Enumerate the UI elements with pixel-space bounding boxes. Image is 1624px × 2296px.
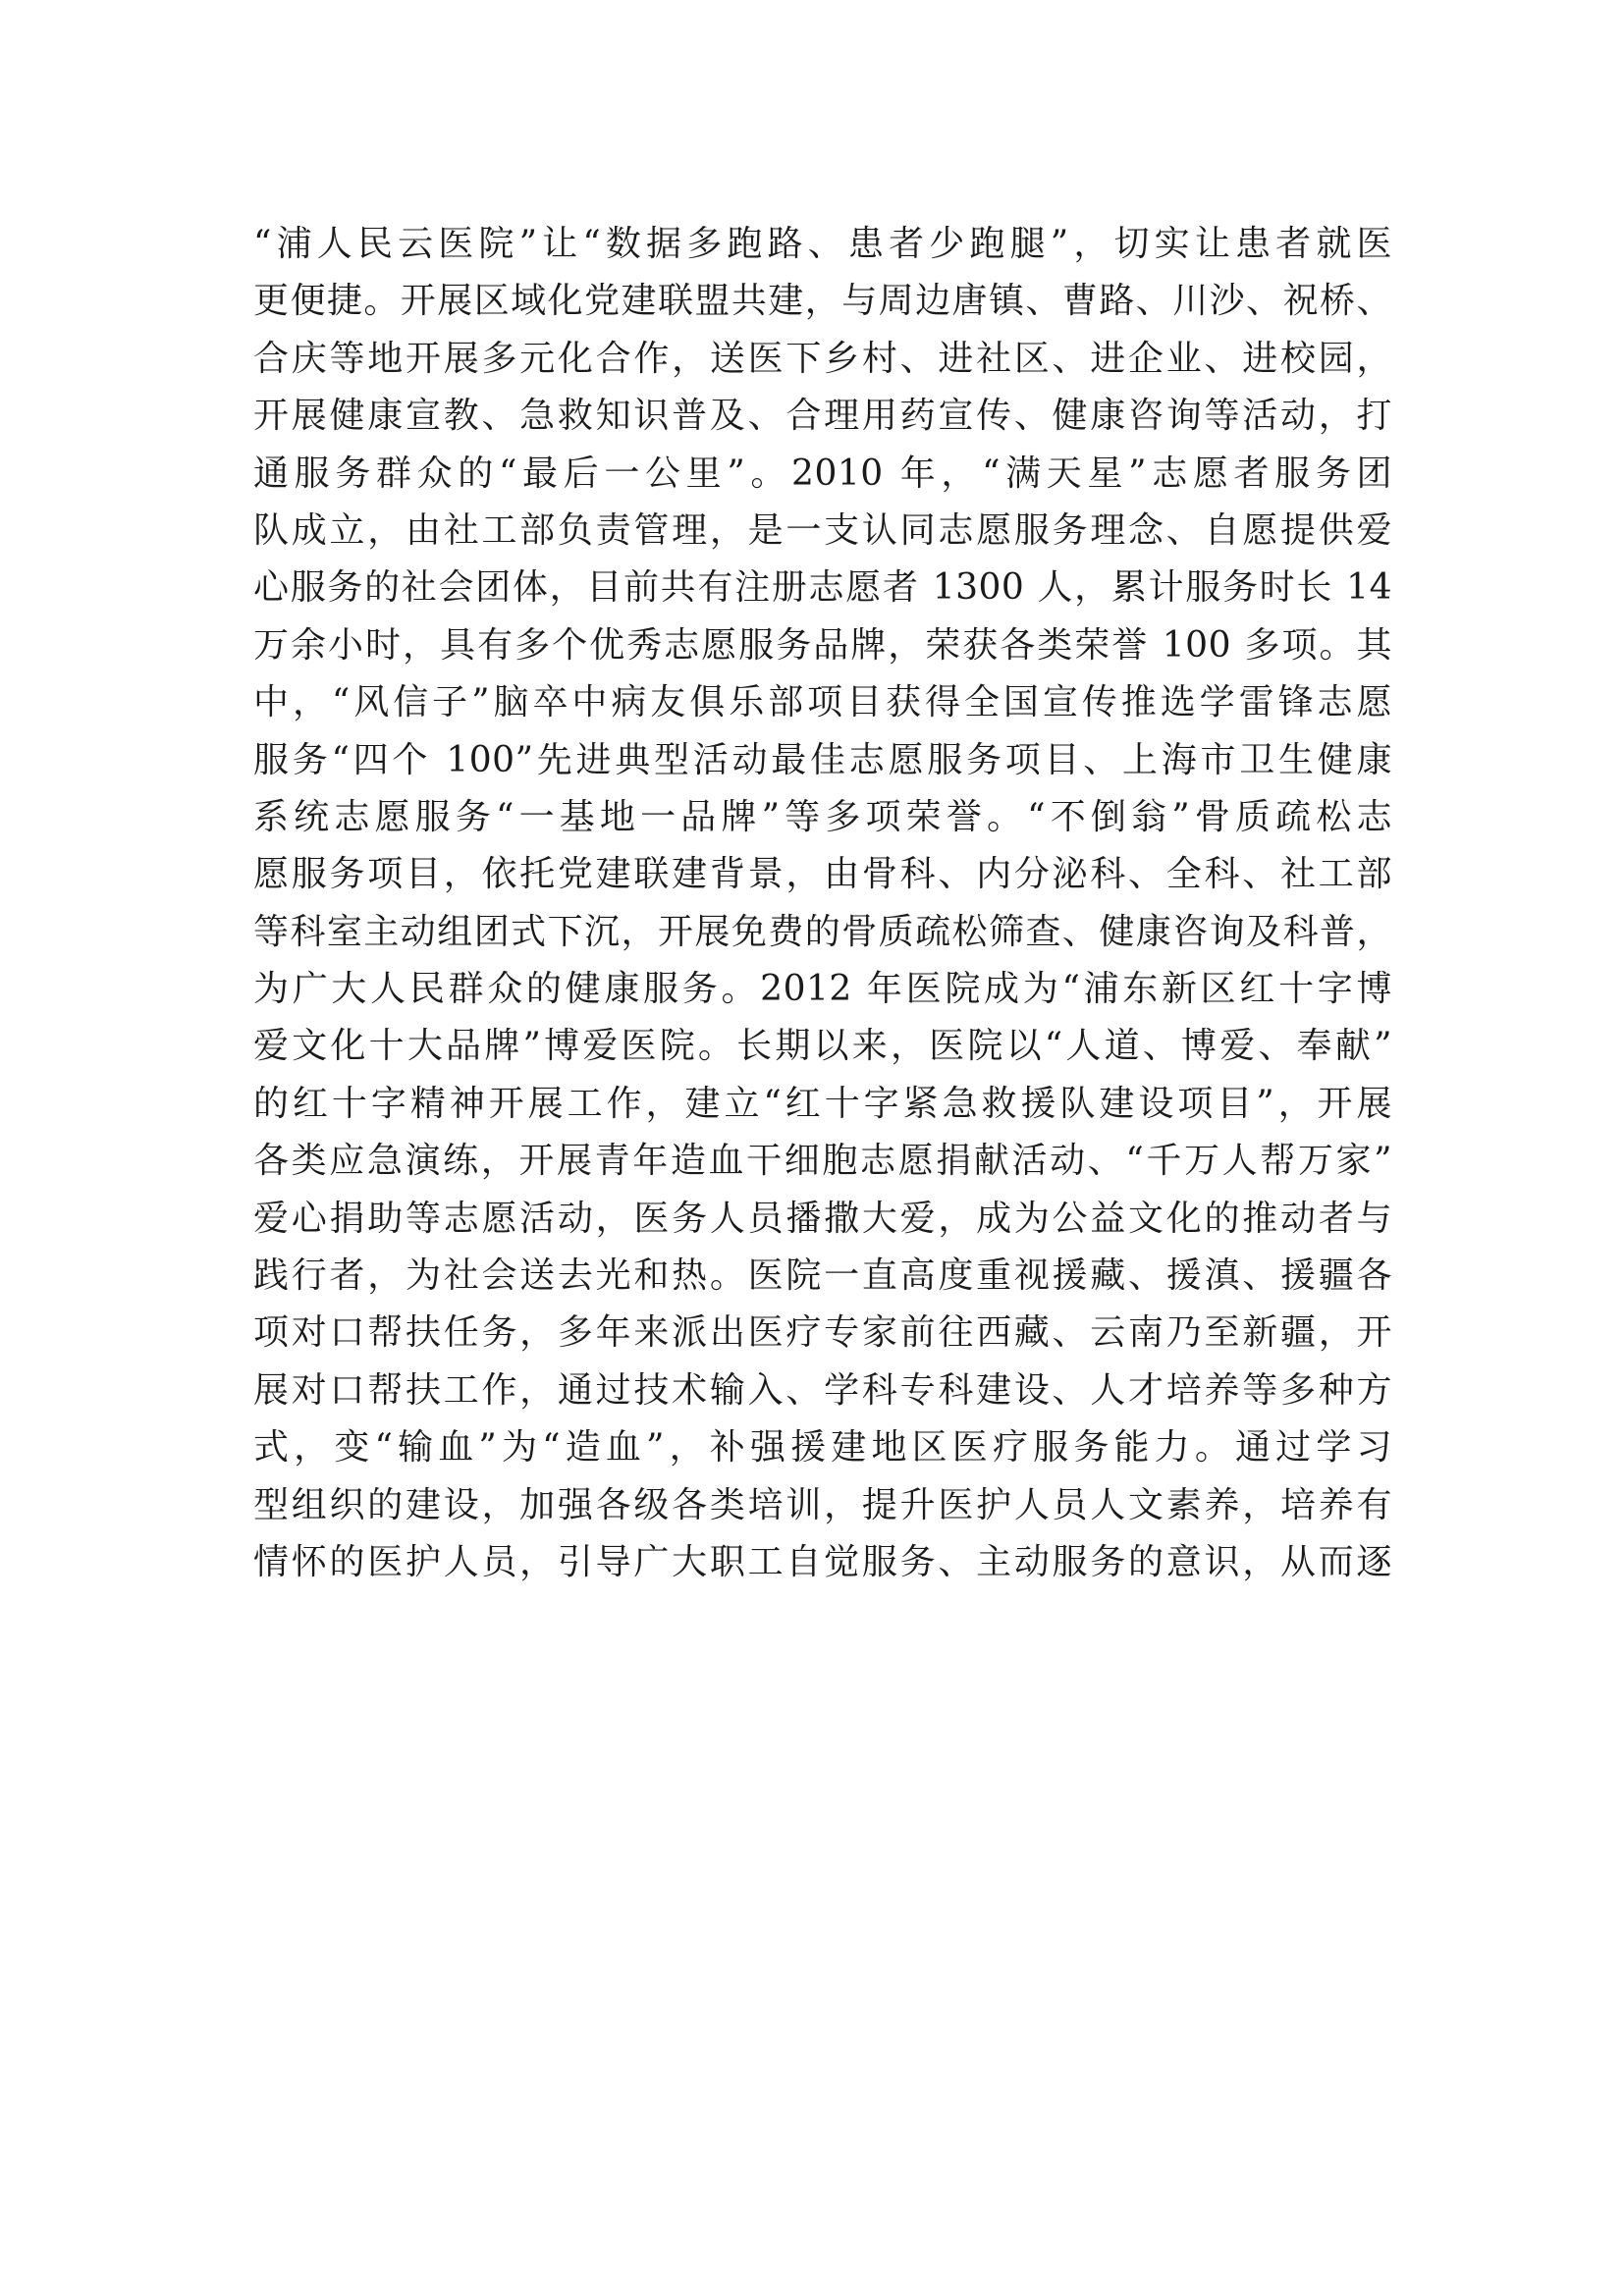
text-line: 更便捷。开展区域化党建联盟共建，与周边唐镇、曹路、川沙、祝桥、 (253, 281, 1392, 322)
text-line: 的红十字精神开展工作，建立“红十字紧急救援队建设项目”，开展 (253, 1083, 1392, 1124)
body-paragraph (253, 216, 1392, 1591)
text-line: 心服务的社会团体，目前共有注册志愿者 1300 人，累计服务时长 14 (253, 567, 1392, 609)
text-line: 系统志愿服务“一基地一品牌”等多项荣誉。“不倒翁”骨质疏松志 (253, 796, 1392, 837)
text-line: 开展健康宣教、急救知识普及、合理用药宣传、健康咨询等活动，打 (253, 396, 1392, 437)
text-line: 式，变“输血”为“造血”，补强援建地区医疗服务能力。通过学习 (253, 1427, 1392, 1468)
text-line: 各类应急演练，开展青年造血干细胞志愿捐献活动、“千万人帮万家” (253, 1141, 1392, 1182)
text-line: 愿服务项目，依托党建联建背景，由骨科、内分泌科、全科、社工部 (253, 854, 1392, 895)
text-line: 践行者，为社会送去光和热。医院一直高度重视援藏、援滇、援疆各 (253, 1255, 1392, 1297)
text-line: 等科室主动组团式下沉，开展免费的骨质疏松筛查、健康咨询及科普， (253, 911, 1392, 952)
text-line: 爱心捐助等志愿活动，医务人员播撒大爱，成为公益文化的推动者与 (253, 1198, 1392, 1239)
text-line: 情怀的医护人员，引导广大职工自觉服务、主动服务的意识，从而逐 (253, 1541, 1392, 1582)
text-line: 项对口帮扶任务，多年来派出医疗专家前往西藏、云南乃至新疆，开 (253, 1312, 1392, 1354)
text-line: 队成立，由社工部负责管理，是一支认同志愿服务理念、自愿提供爱 (253, 509, 1392, 551)
text-line: “浦人民云医院”让“数据多跑路、患者少跑腿”，切实让患者就医 (253, 224, 1392, 264)
text-line: 服务“四个 100”先进典型活动最佳志愿服务项目、上海市卫生健康 (253, 739, 1392, 780)
text-line: 通服务群众的“最后一公里”。2010 年，“满天星”志愿者服务团 (253, 453, 1392, 494)
text-line: 为广大人民群众的健康服务。2012 年医院成为“浦东新区红十字博 (253, 969, 1392, 1010)
text-line: 型组织的建设，加强各级各类培训，提升医护人员人文素养，培养有 (253, 1484, 1392, 1525)
text-line: 合庆等地开展多元化合作，送医下乡村、进社区、进企业、进校园， (253, 338, 1392, 379)
text-line: 展对口帮扶工作，通过技术输入、学科专科建设、人才培养等多种方 (253, 1369, 1392, 1411)
text-line: 爱文化十大品牌”博爱医院。长期以来，医院以“人道、博爱、奉献” (253, 1026, 1392, 1067)
text-line: 中，“风信子”脑卒中病友俱乐部项目获得全国宣传推选学雷锋志愿 (253, 682, 1392, 723)
text-line: 万余小时，具有多个优秀志愿服务品牌，荣获各类荣誉 100 多项。其 (253, 624, 1392, 666)
